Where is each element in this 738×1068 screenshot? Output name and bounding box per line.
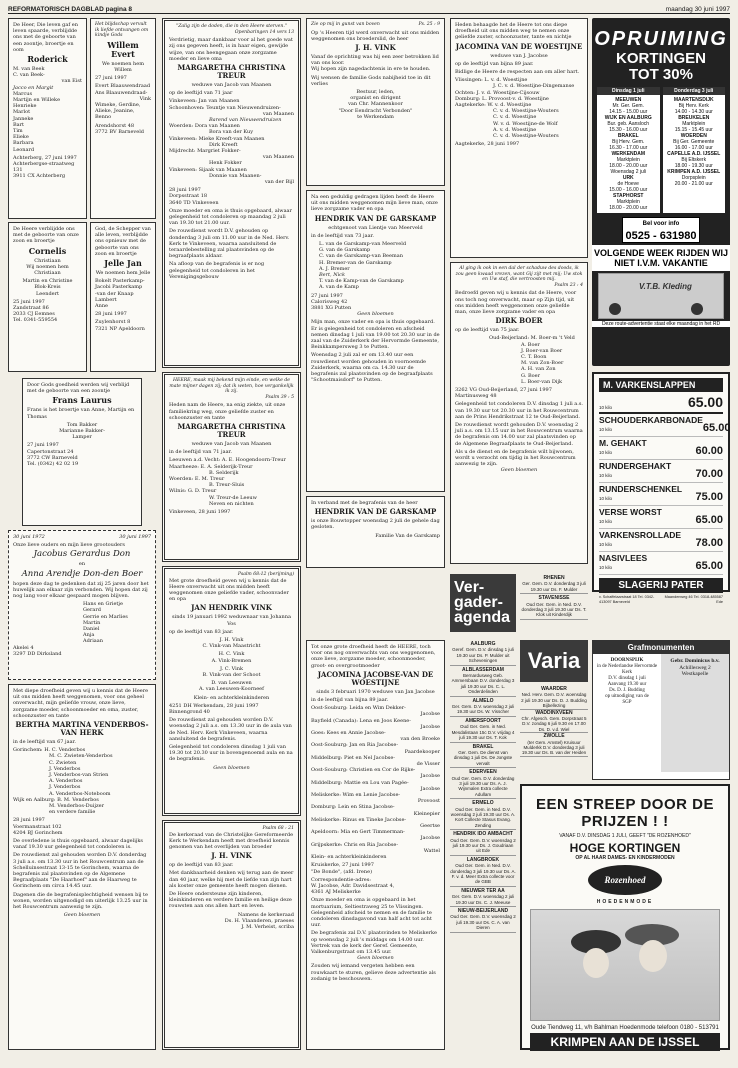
route-line: KRIMPEN A.D. IJSSEL — [667, 169, 721, 175]
route-line: 15.15 - 15.45 uur — [674, 127, 713, 133]
name: MARGARETHA CHRISTINA TREUR — [177, 421, 286, 439]
route-line: Marktplein — [616, 157, 640, 163]
company-line: Gebr. Dominicus b.v. — [670, 658, 720, 664]
product-name: M. GEHAKT — [599, 438, 647, 448]
family-member: Jacobse — [420, 773, 440, 780]
family-member: Middelburg: Mattie en Lou van Pagée- — [311, 779, 409, 786]
family-member: Oost-Souburg: Jan en Ria Jacobse- — [311, 742, 399, 749]
truck-image: V.T.B. Kleding — [598, 273, 724, 319]
route-line: CAPELLE A.D. IJSSEL — [667, 151, 721, 157]
family-member: A. v. d. Woestijne — [493, 126, 537, 133]
rozenhoed-logo: Rozenhoed — [588, 865, 662, 895]
route-line: BRAKEL — [617, 133, 639, 139]
route-line: WIJK EN AALBURG — [604, 115, 652, 121]
birth-willem: Het blijdschap vervult ik liefde ontvangen om kindje Gods Willem Evert We noemen hem Willem 27 juni 1997 Evert Blaauwendraad Ans Blaauwendraad- Vink Wimeke, Gerdine, Alieke, Jeanine, Benno Arendshorst 48 3772 BV Barneveld — [90, 18, 156, 219]
product-unit: 10 kilo — [599, 565, 613, 570]
agenda-text: Bernardusweg Geb. Ammersbaan D.V. donderdag 3 juli 19.30 uur Ds. C. L. Onderdelinden — [451, 673, 515, 695]
ad-rozenhoed: EEN STREEP DOOR DE PRIJZEN ! ! VANAF D.V. DINSDAG 1 JULI, GEEFT "DE ROZENHOED" HOGE KORTINGEN OP AL HAAR DAMES- EN KINDERMODEN Rozenhoed HOEDENMODE Oude Tiendweg 11, v/h Bahlman Hoedenmode telefoon 0180 - 513791 KRIMPEN AAN DE IJSSEL — [520, 784, 730, 1050]
obituary-jacobse: Tot onze grote droefheid heeft de HEERE, toch voor ons nog onverwachts van ons weggenomen, onze lieve, zorgzame moeder, schoonmoeder, groot- en overgrootmoeder JACOMINA JACOBSE-VAN DE WOESTIJNE sinds 3 februari 1970 weduwe van Jan Jacobse in de leeftijd van bijna 89 jaar. Oost-Souburg: Leida en Wim Dekker- Jacobse Bayfield (Canada): Lena en Joos Keene- Jacobse Goes: Kees en Annie Jacobse- van den Broeke Oost-Souburg: Jan en Ria Jacobse- Paardekooper Middelburg: Piet en Nel Jacobse- de Visser Oost-Souburg: Christien en Cor de Rijke- Jacobse Middelburg: Mattie en Lou van Pagée- Jacobse Meliskerke: Wim en Lenie Jacobse- Provoost Domburg: Lein en Stina Jacobse- Kleinepier Meliskerke: Rinus en Tineke Jacobse- Geertse Apeldoorn: Mia en Gert Timmerman- Jacobse Grijpskerke: Chris en Ria Jacobse- Wattel Klein- en achterkleinkinderen Kruiskerke, 27 juni 1997 "De Bonde", (afd. Irene) Correspondentie-adres: W. Jacobse, Adr. Davidsestraat 4, 4361 AJ Meliskerke Onze moeder en oma is opgebaard in het mortuarium, Seltiestraweg 25 te Vlissingen. Gelegenheid afscheid te nemen en de familie te condoleren dinsdagavond van half acht tot acht uur. De begrafenis zal D.V. plaatsvinden te Meliskerke op woensdag 2 juli 's middags om 14.00 uur. Vertrek van de kerk der Geref. Gemeente, Valkenburgstraat om 13.45 uur. Geen bloemen Zouden wij iemand vergeten hebben een rouwkaart te sturen, gelieve deze advertentie als zodanig te beschouwen. — [306, 640, 445, 1050]
company-line: Westkapelle — [681, 671, 709, 677]
hat-photo — [530, 909, 720, 1021]
agenda-item — [450, 768, 516, 799]
meeting-line: Aanvang 19.30 uur — [607, 682, 647, 687]
obituary-boer: Al ging ik ook in een dal der schaduw des doods, ik zou geen kwaad vrezen, want Gij zijt met mij; Uw stok en Uw staf, die vertroosten mij. Psalm 23 : 4 Bedroefd geven wij u kennis dat de Heere, voor ons toch nog onverwacht, maar op Zijn tijd, uit ons midden heeft weggenomen onze geliefde man, onze lieve zorgzame vader en opa DIRK BOER op de leeftijd van 75 jaar. Oud-Beijerland: M. Boer-m 't Veld A. Boer J. Boer-van Boer C. T. Boon M. van Zon-Boer A. H. van Zon G. Boer L. Boer-van Dijk 3262 VG Oud-Beijerland, 27 juni 1997 Martinuswеg 48 Gelegenheid tot condoleren D.V. dinsdag 1 juli a.s. van 19.30 uur tot 20.30 uur in het Rouwcentrum aan de Prins Hendrikstraat 12 te Oud-Beijerland. De rouwdienst wordt gehouden D.V. woensdag 2 juli a.s. om 13.15 uur in het Rouwcentrum waarna de begrafenis om 14.00 uur zal plaatsvinden op de Algemene Begraafplaats te Oud-Beijerland. Als u de dienst en de begrafenis wilt bijwonen, wordt u verzocht om tijdig in het Rouwcentrum aanwezig te zijn. Geen bloemen — [450, 262, 588, 564]
ad-opruiming: OPRUIMING KORTINGEN TOT 30% Dinsdag 1 juli MEEUWEN Mr. Ger. Gem. 14.15 - 15.00 uur WIJK EN AALBURG Bur. geb. Aansloch 15.30 - 16.00 uur BRAKEL Bij Herv. Gem. 16.30 - 17.00 uur WERKENDAM Marktplein 18.00 - 20.00 uur Woensdag 2 juli URK de Hoeve 15.00 - 16.00 uur STAPHORST Marktplein 18.00 - 20.00 uur Donderdag 3 juli MAARTENSDIJK Bij Herv. Kerk 14.00 - 14.30 uur BREUKELEN Marktplein 15.15 - 15.45 uur WOERDEN Bij Ger. Gemeente 16.00 - 17.00 uur CAPELLE A.D. IJSSEL Bij Eltskerk 18.00 - 19.30 uur KRIMPEN A.D. IJSSEL Dorpsplein 20.00 - 21.00 uur Bel voor info 0525 - 631980 VOLGENDE WEEK RIJDEN WIJ NIET I.V.M. VAKANTIE V.T.B. Kleding Deze route-advertentie staat elke maandag in het RD — [592, 18, 730, 366]
route-line: Bij Herv. Kerk — [678, 103, 709, 109]
agenda-item — [450, 856, 516, 887]
route-line: MEEUWEN — [615, 97, 642, 103]
product-name: RUNDERGEHAKT — [599, 461, 672, 471]
family-member: C. v. d. Woestijne — [493, 114, 537, 121]
route-line: Bur. geb. Aansloch — [607, 121, 650, 127]
family-member: Kleinepier — [413, 810, 440, 817]
agenda-item — [450, 887, 516, 907]
agenda-text: Oud Ger. Gem. in Ned. D.V. donderdag 3 juli 19.30 uur Ds. A. F. v. d. Meer Extra collecte voor de GBB — [450, 863, 516, 885]
agenda-text: (ter Gem. Amstel) Kruisuur Mulderkk D.V. donderdag 3 juli 19.30 uur Ds. B. van der Heiden — [521, 739, 587, 756]
name: JACOMINA VAN DE WOESTIJNE — [455, 41, 583, 51]
price-row — [599, 437, 723, 460]
agenda-text: Ger. Gem. D.V. donderdag 3 juli 19.30 uur Ds. F. Mulder — [522, 581, 586, 592]
price-row — [599, 483, 723, 506]
company-line: Achillesweg 2 — [679, 664, 711, 671]
header-right: maandag 30 juni 1997 — [665, 6, 730, 13]
product-unit: 10 kilo — [599, 542, 613, 547]
family-member: Jacobse — [420, 711, 440, 718]
ad-slagerij: M. VARKENSLAPPEN 10 kilo 65.00 SCHOUDERKARBONADE 10 kilo 65.00 M. GEHAKT 10 kilo 60.00 RUNDERGEHAKT 10 kilo 70.00 RUNDERSCHENKEL 10 kilo 75.00 VERSE WORST 10 kilo 65.00 VARKENSROLLADE 10 kilo 78.00 NASIVLEES 10 kilo 65.00 SLAGERIJ PATER v. Schaffelaarstraat 18 Tel. 0342-413097 Barneveld Maandenweg 46 Tel. 0318-485587 Ede — [592, 372, 730, 592]
birth-roderick: De Heer, Die leven gaf en leven spaarde, verblijdde ons met de geboorte van een zoontje, broertje en oom Roderick M. van Beek C. van Beek- van Eist Jacco en Margit Marcus Martijn en Willeke Henrieke Marlot Janneke Bart Tim Elieke Barbara Leonard Achterberg, 27 juni 1997 Achterbergse-straatweg 131 3911 CX Achterberg — [8, 18, 87, 219]
jubilee-don: 30 juni 1972 30 juni 1997 Onze lieve ouders en mijn lieve grootouders Jacobus Gerardus Don en Anna Arendje Don-den Boer hopen deze dag te gedenken dat zij 25 jaren door het huwelijk aan elkaar zijn verbonden. Wij hopen dat zij nog lang voor elkaar gespaard mogen blijven. Hans en Grietje Gerard Gerrie en Marlies Martin Daniel Anja Adriaan Akelei 4 3297 DD Dirksland — [8, 530, 156, 680]
route-line: de Hoeve — [617, 181, 639, 187]
family-member: Wattel — [423, 847, 440, 854]
route-line: BREUKELEN — [678, 115, 710, 121]
product-unit: 10 kilo — [599, 473, 613, 478]
agenda-place: BRAKEL — [472, 743, 494, 750]
family-member: Geertse — [420, 823, 440, 830]
obituary-treur-2: HEERE, maak mij bekend mijn einde, en welke de mate mijner dagen zij; dat ik weten, hoe vergankelijk ik zij. Psalm 39 : 5 Heden nam de Heere, na enig ziekte, uit onze familiekring weg, onze geliefde zuster en schoonzuster en tante MARGARETHA CHRISTINA TREUR weduwe van Jacob van Maanen in de leeftijd van 71 jaar. Leeuwen a.d. Vecht: A. E. Hoogendoorn-Treur Maarheeze: E. A. Selderijk-Treur B. Selderijk Woerden: E. M. Treur B. Treur-Sluis Wilnis: G. D. Treur W. Treur-de Leeuw Neven en nichten Vinkeveen, 28 juni 1997 — [162, 372, 301, 562]
agenda-item — [450, 640, 516, 666]
route-line: Woensdag 2 juli — [610, 169, 646, 175]
name: Cornelis — [28, 245, 67, 256]
family: M. van Beek C. van Beek- van Eist Jacco en Margit Marcus Martijn en Willeke Henrieke Marlot Janneke Bart Tim Elieke Barbara Leonard — [13, 66, 82, 153]
ad-grafmonumenten: Grafmonumenten DOORNSPIJK in de Nederlandse Hervormde Kerk D.V. dinsdag 1 juli Aanvang 19.30 uur Ds. D. J. Budding op uitnodiging van de SGP Gebr. Dominicus b.v. Achillesweg 2 Westkapelle — [592, 640, 730, 780]
family-member: Jacobse — [420, 723, 440, 730]
meeting-line: SGP — [622, 700, 632, 705]
route-line: 20.00 - 21.00 uur — [674, 181, 713, 187]
family-member: Meliskerke: Rinus en Tineke Jacobse- — [311, 816, 407, 823]
price-row — [599, 552, 723, 575]
name: J. H. VINK — [355, 43, 396, 52]
birth-jelle: God, de Schepper van alle leven, verblijdde ons opnieuw met de geboorte van ons zoon en broertje Jelle Jan We noemen hem Jelle Bokelt Pasterkamp- Jacobi Pasterkamp -van der Knaap Lambert Anne 28 juni 1997 Zuylenhorst 8 7321 NP Apeldoorn — [90, 222, 156, 372]
route-line: 15.30 - 16.00 uur — [609, 127, 648, 133]
family-member: Jacobse — [420, 785, 440, 792]
product-name: RUNDERSCHENKEL — [599, 484, 683, 494]
family-member: Oost-Souburg: Leida en Wim Dekker- — [311, 705, 406, 712]
agenda-text: Chr. Afgesch. Gem. Dorpstraat 5 D.V. zondag 6 juli 9.30 en 17.00 Ds. D. v.d. Wiel — [521, 716, 587, 732]
family-member: van den Broeke — [400, 736, 440, 743]
route-line: 14.15 - 15.00 uur — [609, 109, 648, 115]
route-line: Marktplein — [682, 121, 706, 127]
product-name: NASIVLEES — [599, 553, 648, 563]
family-member: Klein- en achterkleinkinderen — [311, 854, 387, 861]
name: Roderick — [27, 54, 68, 65]
name: HENDRIK VAN DE GARSKAMP — [314, 213, 437, 223]
family-list — [311, 705, 440, 860]
route-line: 18.00 - 20.00 uur — [609, 163, 648, 169]
obituary-treur-1: "Zalig zijn de doden, die in den Heere sterven." Openbaringen 14 vers 13 Verdrietig, maar dankbaar voor al het goede wat zij ons gegeven heeft, is in haar eigen, gewijde wijze, van ons heengegaan onze zorgzame moeder en lieve oma MARGARETHA CHRISTINA TREUR weduwe van Jacob van Maanen op de leeftijd van 71 jaar Vinkeveen: Jan van Maanen Schoonhoven: Teuntje van Nieuwendruizen- van Maanen Barend van Nieuwendruizen Woerden: Dora van Maanen Bora van der Kuy Vinkeveen: Mieke Kreeft-van Maanen Dirk Kreeft Mijdrecht: Margriet Fokker- van Maanen Henk Fokker Vinkeveen: Sijaak van Maanen Donnie van Maanen- van der Bijl 28 juni 1997 Dorpsstraat 18 3640 TD Vinkeveen Onze moeder en oma is thuis opgebaard, alwaar gelegenheid tot condoleren op maandag 2 juli van 19.30 tot 21.00 uur. De rouwdienst wordt D.V. gehouden op donderdag 3 juli om 11.00 uur in de Ned. Herv. Kerk te Vinkeveen, waarna aansluitend de teraardebestelling zal plaatsvinden op de begraafplaats aldaar. Na afloop van de begrafenis is er nog gelegenheid tot condoleren in het Verenigingsgebouw — [162, 18, 301, 368]
family-member: Provoost — [417, 798, 440, 805]
family-member: Vlissingen: L. v. d. Woestijne — [455, 77, 528, 84]
obituary-woestijne: Heden behaagde het de Heere tot ons diepe droefheid uit ons midden weg te nemen onze geliefde zuster, schoonzuster, tante en nichtje JACOMINA VAN DE WOESTIJNE weduwe van J. Jacobse op de leeftijd van bijna 89 jaar. Bidlige de Heere de respecten aan om aller hart. Vlissingen: L. v. d. Woestijne J. C. v. d. Woestijne-Dingemanse Ochten: J. v. d. Woestijne-Cijsouw Domburg: L. Provoost-v. d. Woestijne Aagtekerke: W. v. d. Woestijne C. v. d. Woestijne-Wouters C. v. d. Woestijne W. v. d. Woestijne-de Wolf A. v. d. Woestijne C. v. d. Woestijne-Wouters Aagtekerke, 28 juni 1997 — [450, 18, 588, 258]
route-line: Marktplein — [616, 199, 640, 205]
agenda-text: Ger. Gem. D.V. woensdag 2 juli 19.30 uur Ds. C. J. Meeuse — [451, 894, 515, 905]
meeting-line: op uitnodiging van de — [605, 694, 649, 699]
name: HENDRIK VAN DE GARSKAMP — [314, 507, 437, 517]
agenda-place: LANGBROEK — [466, 856, 500, 863]
family-member: Middelburg: Piet en Nel Jacobse- — [311, 754, 395, 761]
agenda-place: WAARDER — [541, 686, 567, 692]
family-list — [455, 77, 583, 139]
varia-header: Varia — [520, 640, 588, 682]
route-line: Bij Herv. Gem. — [612, 139, 645, 145]
price-row — [599, 414, 731, 437]
route-line: WOERDEN — [680, 133, 707, 139]
agenda-place: AALBURG — [470, 641, 496, 647]
agenda-text: Oud Ger. Gem. D.V. woensdag 2 juli 19.30 uur Ds. C. A. van Dieren — [450, 914, 516, 931]
price-row — [599, 529, 723, 552]
route-line: Bij Eltskerk — [681, 157, 707, 163]
agenda-text: Ger. Gem. D.V. woensdag 2 juli 19.30 uur Ds. W. Visscher — [451, 704, 515, 715]
birth-cornelis: De Heere verblijdde ons met de geboorte van onze zoon en broertje Cornelis Christiaan Wij noemen hem Christiaan Martin en Christine Blok-Kreis Leendert 25 juni 1997 Zandstraat 86 2033 CJ Eemnes Tel. 0341-559554 — [8, 222, 87, 372]
notice-vink-koor: Zie op mij in gunst van boven Ps. 25 : 9 Op 's Heeren tijd werd onverwacht uit ons midden weggenomen ons broederslid, de heer J. H. VINK Vanaf de oprichting was hij een zeer betrokken lid van ons koor. Wij hopen zijn nagedachtenis in ere te houden. Wij wensen de familie Gods nabijheid toe in dit verlies Bestuur, leden, organist en dirigent van Chr. Mannenkoor "Door Eendracht Verbonden" te Werkendam — [306, 18, 445, 186]
agenda-text: Ned. Herv. Gem. D.V. woensdag 2 juli 19.30 uur Ds. D. J. Budding Bijbellezing — [521, 692, 587, 709]
agenda-text: Oud Ger. Gem. D.V. donderdag 3 juli 19.30 uur Ds. A. J. Wijnmalen Extra collecte Adullam — [451, 775, 515, 797]
meeting-line: DOORNSPIJK — [610, 658, 644, 663]
product-price: 78.00 — [695, 537, 723, 549]
agenda-text: Oud Ger. Gem. in Ned. Mesdalistaan 15c D.V. vrijdag 4 juli 19.30 uur Ds. T. Kok — [451, 724, 515, 741]
family-member: Jacobse — [420, 835, 440, 842]
agenda-item — [450, 799, 516, 830]
family-member: Paardekooper — [404, 748, 440, 755]
product-name: VARKENSROLLADE — [599, 530, 682, 540]
family-member: C. v. d. Woestijne-Wouters — [493, 133, 559, 140]
obituary-vink-1: Psalm 68:12 (berijming) Met grote droefheid geven wij u kennis dat de Heere onverwacht uit ons midden heeft weggenomen onze geliefde vader, schoonvader en opa JAN HENDRIK VINK sinds 19 januari 1992 weduwnaar van Johanna Vos op de leeftijd van 83 jaar. J. H. Vink C. Vink-van Maastricht H. C. Vink A. Vink-Bremen J. C. Vink B. Vink-van der Schoot D. van Leeuwen A. van Leeuwen-Koorneef Klein- en achterkleinkinderen 4251 DH Werkendam, 28 juni 1997 Binnengrond 40 De rouwdienst zal gehouden worden D.V. woensdag 2 juli a.s. om 13.30 uur in de aula van de Ned. Herv. Kerk Vinkeveen, waarna aansluitend de begrafenis. Gelegenheid tot condoleren dinsdag 1 juli van 19.30 tot 20.30 uur in bovengenoemd aula en na de begrafenis. Geen bloemen — [162, 566, 301, 816]
product-name: VERSE WORST — [599, 507, 662, 517]
product-unit: 10 kilo — [599, 427, 613, 432]
agenda-text: Oud Ger. Gem. D.V. woensdag 2 juli 19.30 uur Ds. J. Goudriaan uit Ede — [450, 837, 516, 854]
agenda-place: ALMELO — [472, 697, 494, 704]
product-price: 70.00 — [695, 468, 723, 480]
route-line: Mr. Ger. Gem. — [612, 103, 644, 109]
agenda-text: Oud Ger. Gem. in Ned. D.V. donderdag 3 juli 19.30 uur Ds. T. Klok uit Kinderdijk — [521, 601, 587, 618]
family-member: Domburg: L. Provoost-v. d. Woestijne — [455, 95, 549, 102]
meeting-line: Ds. D. J. Budding — [609, 688, 645, 693]
family-member: Meliskerke: Wim en Lenie Jacobse- — [311, 792, 401, 799]
intro: De Heer, Die leven gaf en leven spaarde, verblijdde ons met de geboorte van een zoontje, broertje en oom — [13, 22, 78, 53]
product-price: 65.00 — [702, 422, 731, 434]
notice-garskamp-2: In verband met de begrafenis van de heer HENDRIK VAN DE GARSKAMP is onze Bouwtopper woensdag 2 juli de gehele dag gesloten. Familie Van de Garskamp — [306, 496, 445, 568]
agenda-item — [450, 717, 516, 743]
family-member: J. C. v. d. Woestijne-Dingemanse — [493, 83, 575, 90]
agenda-item — [450, 743, 516, 769]
agenda-left — [450, 640, 516, 1050]
agenda-item — [520, 710, 588, 734]
route-line: STAPHORST — [613, 193, 644, 199]
family-member: Bayfield (Canada): Lena en Joos Keene- — [311, 717, 411, 724]
meeting-line: D.V. dinsdag 1 juli — [608, 676, 646, 681]
family-member: Apeldoorn: Mia en Gert Timmerman- — [311, 829, 405, 836]
name: Willem Evert — [107, 39, 139, 59]
family-member: Domburg: Lein en Stina Jacobse- — [311, 804, 395, 811]
product-price: 75.00 — [695, 491, 723, 503]
name: JACOMINA JACOBSE-VAN DE WOESTIJNE — [317, 669, 434, 687]
family-member: C. v. d. Woestijne-Wouters — [493, 108, 559, 115]
agenda-place: AMERSFOORT — [465, 717, 501, 724]
family-member: Ochten: J. v. d. Woestijne-Cijsouw — [455, 89, 540, 96]
agenda-place: ZWOLLE — [543, 733, 565, 740]
agenda-text: Geref. Gem. D.V. dinsdag 1 juli 19.30 uur Ds. P. Mulder uit Scheveningen — [452, 647, 514, 664]
route-line: Dorpsplein — [681, 175, 706, 181]
agenda-right — [520, 574, 588, 634]
agenda-text: Ger. Gem. De dienst van dinsdag 1 juli Ds. De Jongste vervalt — [453, 749, 513, 766]
product-price: 65.00 — [695, 514, 723, 526]
route-line: 14.00 - 14.30 uur — [674, 109, 713, 115]
name-1: Jacobus Gerardus Don — [33, 549, 131, 560]
name: Frans Laurus — [52, 395, 112, 406]
family-member: Oost-Souburg: Christien en Cor de Rijke- — [311, 767, 416, 774]
route-line: URK — [622, 175, 634, 181]
agenda-place: ERMELO — [472, 800, 494, 807]
page-header — [8, 4, 730, 14]
agenda-title: Ver- gader- agenda — [450, 574, 516, 632]
route-line: WERKENDAM — [611, 151, 646, 157]
family-member: Aagtekerke: W. v. d. Woestijne — [455, 102, 532, 109]
price-row — [599, 506, 723, 529]
route-line: 18.00 - 20.00 uur — [609, 205, 648, 211]
agenda-item — [450, 666, 516, 697]
route-line: 18.00 - 19.30 uur — [674, 163, 713, 169]
product-price: 65.00 — [695, 560, 723, 572]
agenda-place: EDERVEEN — [469, 769, 497, 776]
product-price: 60.00 — [695, 445, 723, 457]
obituary-garskamp-1: Na een geduldig gedragen lijden heeft de Heere uit ons midden weggenomen mijn lieve man, onze lieve zorgzame vader en opa HENDRIK VAN DE GARSKAMP echtgenoot van Lientje van Meerveld in de leeftijd van 73 jaar. L. van de Garskamp-van Meerveld G. van de Garskamp C. van de Garskamp-van Beeman H. Bremer-van de Garskamp A. J. Bremer Bert, Nick T. van de Kamp-van de Garskamp A. van de Kamp 27 juni 1997 Calorisweg 42 3881 XG Putten Geen bloemen Mijn man, onze vader en opa is thuis opgebaard. Er is gelegenheid tot condoleren en afscheid nemen dinsdag 1 juli van 19.00 tot 20.30 uur in de zaal van de Zuiderkerk der Hervormde Gemeente, Beinkkampersweg 3 te Putten. Woensdag 2 juli zal er om 13.40 uur een rouwdienst worden gehouden in voornoemde Zuiderkerk, waarna om ca. 14.30 uur de begrafenis zal plaatsvinden op de begraafplaats "Schootmaisdorf" te Putten. — [306, 190, 445, 492]
route-line: 16.30 - 17.00 uur — [609, 145, 648, 151]
family-member: Goes: Kees en Annie Jacobse- — [311, 730, 386, 737]
agenda-item — [450, 697, 516, 717]
family-member: W. v. d. Woestijne-de Wolf — [493, 120, 558, 127]
agenda-item — [450, 907, 516, 933]
route-line: MAARTENSDIJK — [673, 97, 714, 103]
name: JAN HENDRIK VINK — [191, 603, 272, 613]
agenda-place: WADDINXVEEN — [535, 709, 573, 716]
product-unit: 10 kilo — [599, 450, 613, 455]
agenda-item — [520, 733, 588, 757]
product-name: SCHOUDERKARBONADE — [599, 415, 703, 425]
name: MARGARETHA CHRISTINA TREUR — [177, 63, 286, 80]
price-row — [599, 460, 723, 483]
name: J. H. VINK — [211, 851, 252, 861]
header-left: REFORMATORISCH DAGBLAD pagina 8 — [8, 6, 132, 13]
route-line: 16.00 - 17.00 uur — [674, 145, 713, 151]
agenda-place: NIEUWER TER AA — [461, 887, 505, 894]
agenda-text: Oud Ger. Gem. in Ned. D.V. woensdag 2 juli 19.30 uur Ds. A. Kort Collecte Stasus Evang. Zending — [450, 806, 516, 828]
agenda-place: NIEUW-BEIJERLAND — [457, 908, 509, 915]
agenda-place: STAVENISSE — [538, 595, 570, 602]
meeting-line: in de Nederlandse Hervormde Kerk — [596, 664, 658, 675]
product-unit: 10 kilo — [599, 519, 613, 524]
name-2: Anna Arendje Don-den Boer — [21, 568, 143, 579]
agenda-place: HENDRIK IDO AMBACHT — [453, 831, 513, 838]
name: BERTHA MARTINA VENDERBOS-VAN HERK — [15, 720, 149, 738]
agenda-item — [520, 574, 588, 594]
agenda-item — [520, 594, 588, 620]
obituary-bertha: Met diepe droefheid geven wij u kennis dat de Heere uit ons midden heeft weggenomen, voor ons geheel onverwacht, mijn geliefde vrouw, onze lieve, zorgzame moeder, schoonmoeder en oma, zuster, schoonzuster en tante BERTHA MARTINA VENDERBOS-VAN HERK in de leeftijd van 67 jaar. Gorinchem: H. C. Venderbos M. C. Zwieten-Venderbos C. Zwieten J. Venderbos J. Venderbos-van Strien A. Venderbos J. Venderbos A. Venderbos-Noteboom Wijk en Aalburg: B. M. Venderbos M. Venderbos-Duijzer en verdere familie 28 juni 1997 Voermanstraat 102 4204 BJ Gorinchem De overledene is thuis opgebaard, alwaar dagelijks vanaf 19.30 uur gelegenheid tot condoleren is. De rouwdienst zal gehouden worden D.V. donderdag 3 juli a.s. om 13.30 uur in het Rouwcentrum aan de Schelluinsestraat 13-15 te Gorinchem, waarna de begrafenis zal plaatsvinden op de Algemene Begraafplaats "De Haarhoef" aan de Haarweg te Gorinchem om circa 14.45 uur. Dagenen die de begrafenisplechtigheid wensen bij te wonen, worden uitgenodigd om uiterlijk 13.25 uur in het Rouwcentrum aanwezig te zijn. Geen bloemen — [8, 684, 156, 1050]
name: DIRK BOER — [495, 316, 543, 326]
route-line: 15.00 - 16.00 uur — [609, 187, 648, 193]
birth-frans: Door Gods goedheid werden wij verblijd met de geboorte van een zoontje Frans Laurus Frans is het broertje van Anne, Martijn en Thomas Tom Bakker Marianne Bakker- Lamper 27 juni 1997 Capertonstraat 24 3772 CW Barneveld Tel. (0342) 42 02 19 — [22, 378, 142, 526]
agenda-place: ALBLASSERDAM — [462, 666, 504, 673]
family-member: de Visser — [416, 761, 440, 768]
route-line: Bij Ger. Gemeente — [673, 139, 715, 145]
agenda-item — [520, 686, 588, 710]
family-member: Grijpskerke: Chris en Ria Jacobse- — [311, 841, 399, 848]
product-unit: 10 kilo — [599, 496, 613, 501]
agenda-place: RHENEN — [543, 575, 565, 581]
agenda-right-2 — [520, 686, 588, 780]
obituary-vink-2: Psalm 68 : 21 De kerkeraad van de Christelijke Gereformeerde Kerk te Werkendam heeft met droefheid kennis genomen van het overlijden van broeder J. H. VINK op de leeftijd van 83 jaar. Met dankbaarheid denken wij terug aan de meer dan 40 jaar, welke hij met de liefde van zijn hart als koster onze gemeente heeft mogen dienen. De Heere ondersteune zijn kinderen, kleinkinderen en verdere familie en heilige deze rouwsten aan ons allen hart en leven. Namens de kerkeraad Ds. H. Vlaanderen, praeses J. M. Verheist, scriba — [162, 820, 301, 1050]
name: Jelle Jan — [104, 258, 142, 269]
agenda-item — [450, 830, 516, 856]
